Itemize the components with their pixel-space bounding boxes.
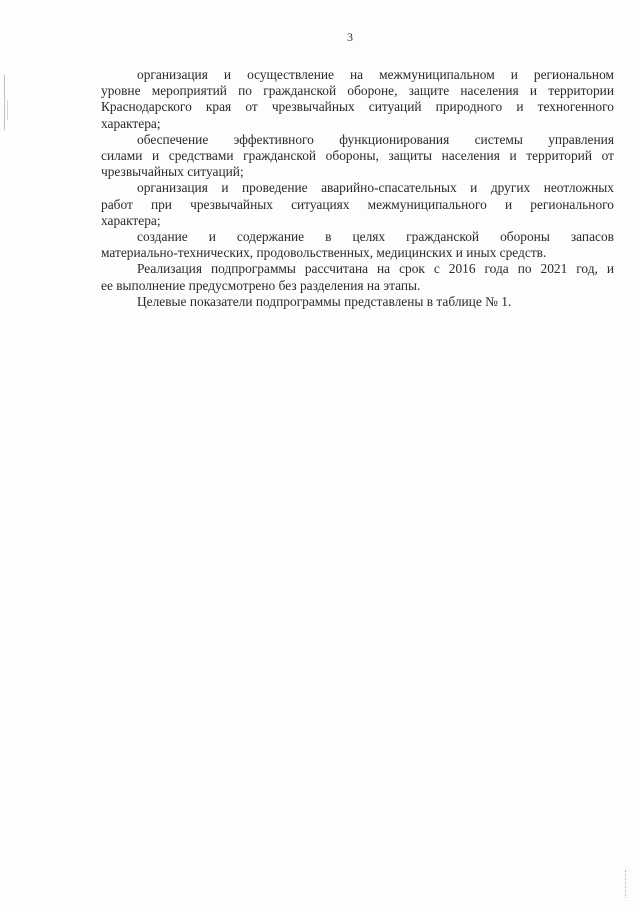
text-line: Краснодарского края от чрезвычайных ситуаций природного и техногенного [101,99,614,115]
text-line: Реализация подпрограммы рассчитана на срок с 2016 года по 2021 год, и [137,261,614,277]
text-line: ее выполнение предусмотрено без разделения на этапы. [101,277,421,293]
text-line: силами и средствами гражданской обороны, защиты населения и территорий от [101,148,614,164]
scan-artifact-left-secondary [7,100,8,120]
text-line: организация и проведение аварийно-спасательных и других неотложных [137,180,614,196]
text-line: создание и содержание в целях гражданской обороны запасов [137,229,614,245]
text-line: обеспечение эффективного функционирования системы управления [137,131,614,147]
paragraph-civil-defense-measures [101,67,614,132]
text-line: характера; [101,115,161,131]
document-body [101,67,614,310]
paragraph-target-indicators [101,294,614,310]
text-line: материально-технических, продовольственных, медицинских и иных средств. [101,245,547,261]
text-line: уровне мероприятий по гражданской обороне, защите населения и территории [101,83,614,99]
text-line: работ при чрезвычайных ситуациях межмуниципального и регионального [101,196,614,212]
paragraph-rescue-operations [101,180,614,229]
text-line: чрезвычайных ситуаций; [101,164,244,180]
text-line: организация и осуществление на межмуниципальном и региональном [137,67,614,82]
paragraph-management-system [101,132,614,181]
scan-artifact-right [625,870,627,898]
paragraph-reserves [101,229,614,261]
page-number: 3 [347,30,353,44]
text-line: Целевые показатели подпрограммы представлены в таблице № 1. [137,293,512,309]
paragraph-implementation-period [101,261,614,293]
text-line: характера; [101,212,161,228]
scan-artifact-left [4,75,5,130]
